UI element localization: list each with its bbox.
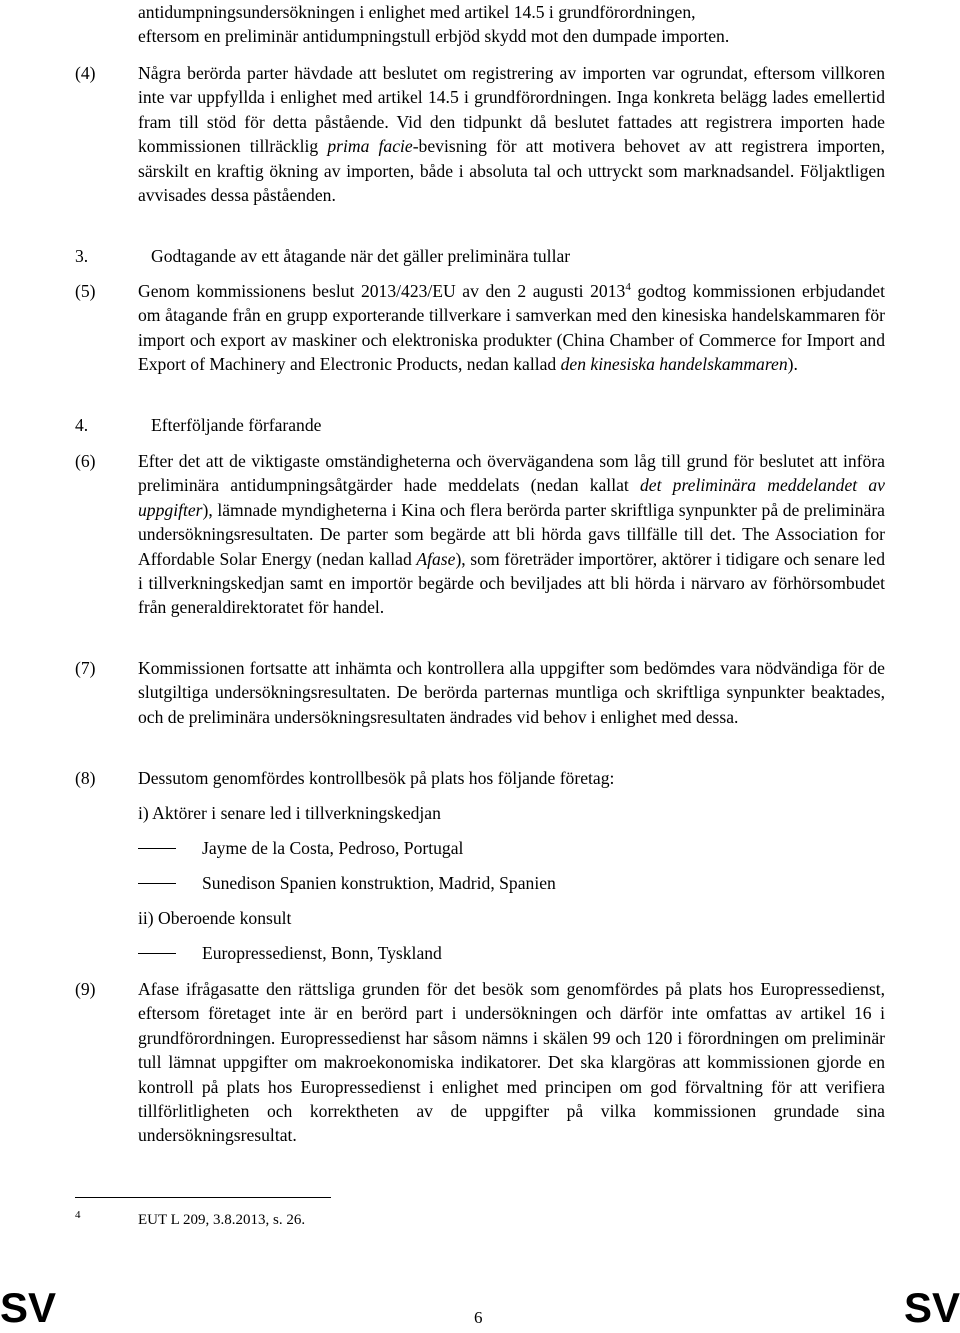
- italic-term: prima facie: [327, 136, 413, 157]
- paragraph-text: Efter det att de viktigaste omständigheterna och övervägandena som låg till grund för beslutet att införa preliminära antidumpningsåtgärder hade meddelats (nedan kallat: [138, 451, 885, 496]
- paragraph-number: (7): [75, 658, 96, 678]
- footer-language-right: SV: [903, 1284, 960, 1331]
- continuation-line-1: antidumpningsundersökningen i enlighet med artikel 14.5 i grundförordningen,: [138, 2, 696, 22]
- paragraph-text: -bevisning för att motivera behovet av att registrera importen, särskilt en kraftig ökning av importen, både i absoluta tal och uttryckt som marknadsandel. Följaktligen avvisades dessa påståenden.: [138, 136, 885, 206]
- footnote-number: 4: [75, 1209, 81, 1221]
- continuation-line-2: eftersom en preliminär antidumpningstull erbjöd skydd mot den dumpade importen.: [138, 26, 730, 47]
- dash-bullet-icon: [138, 883, 176, 884]
- list-item: [138, 871, 556, 895]
- paragraph-text: ), lämnade myndigheterna i Kina och flera berörda parter skriftliga synpunkter på de preliminära undersökningsresultaten. De parter som begärde att bli hörda gavs tillfälle till det. The Association for Affordable Solar Energy (nedan kallad: [138, 499, 885, 569]
- dash-bullet-icon: [138, 848, 176, 849]
- italic-term: det preliminära meddelandet av uppgifter: [138, 475, 885, 520]
- paragraph-8: [75, 766, 885, 790]
- paragraph-6: [75, 449, 885, 620]
- list-item-text: Europressedienst, Bonn, Tyskland: [202, 943, 442, 963]
- paragraph-text: Genom kommissionens beslut 2013/423/EU av den 2 augusti 2013: [138, 281, 626, 301]
- paragraph-7: [75, 656, 885, 729]
- paragraph-number: (6): [75, 451, 96, 471]
- list-group-label: ii) Oberoende konsult: [138, 908, 292, 928]
- paragraph-text: ).: [787, 354, 798, 375]
- paragraph-body: [138, 279, 885, 377]
- paragraph-number: (9): [75, 979, 96, 999]
- paragraph-number: (8): [75, 768, 96, 788]
- footnote-separator: [75, 1197, 331, 1198]
- paragraph-5: [75, 279, 885, 377]
- paragraph-text: ), som företräder importörer, aktörer i tidigare och senare led i tillverkningskedjan samt en importör begärde och beviljades att bli hörda i närvaro av förhörsombudet från generaldirektoratet för handel.: [138, 548, 885, 618]
- paragraph-number: (4): [75, 63, 96, 83]
- paragraph-text: godtog kommissionen erbjudandet om åtagande från en grupp exporterande tillverkare i samverkan med den kinesiska handelskammaren för import och export av maskiner och elektroniska produkter (China Chamber of Commerce for Import and Export of Machinery and Electronic Products, nedan kallad: [138, 281, 886, 375]
- section-number: 3.: [75, 246, 89, 266]
- paragraph-body: Afase ifrågasatte den rättsliga grunden för det besök som genomfördes på plats hos Europressedienst, eftersom företaget inte är en berörd part i undersökningen och därför inte omfattas av artikel 16 i grundförordningen. Europressedienst har såsom nämns i skälen 99 och 120 i förordningen om preliminär tull lämnat uppgifter om makroekonomiska indikatorer. Det ska klargöras att kommissionen gjorde en kontroll på plats hos Europressedienst i enlighet med principen om god förvaltning för att verifiera tillförlitligheten och korrektheten av de uppgifter på vilka kommissionen grundade sina undersökningsresultat.: [138, 979, 885, 1146]
- continuation-text: [138, 0, 885, 49]
- page-number: 6: [474, 1308, 483, 1327]
- list-item-text: Jayme de la Costa, Pedroso, Portugal: [202, 838, 464, 858]
- dash-bullet-icon: [138, 953, 176, 954]
- paragraph-text: Några berörda parter hävdade att beslutet om registrering av importen var ogrundat, eftersom villkoren inte var uppfyllda i enlighet med artikel 14.5 i grundförordningen. Inga konkreta belägg lades emellertid fram till stöd för detta påstående. Vid den tidpunkt då beslutet fattades att registrera importen hade kommissionen tillräcklig: [138, 63, 885, 157]
- footnote-text: EUT L 209, 3.8.2013, s. 26.: [138, 1212, 306, 1228]
- italic-term: den kinesiska handelskammaren: [560, 354, 788, 375]
- footnote-reference[interactable]: 4: [625, 281, 631, 294]
- list-group-label: i) Aktörer i senare led i tillverkningskedjan: [138, 803, 441, 823]
- section-title: Godtagande av ett åtagande när det gäller preliminära tullar: [151, 246, 571, 266]
- paragraph-body: Kommissionen fortsatte att inhämta och kontrollera alla uppgifter som bedömdes vara nödvändiga för de slutgiltiga undersökningsresultaten. De berörda parternas muntliga och skriftliga synpunkter beaktades, och de preliminära undersökningsresultaten ändrades vid behov i enlighet med dessa.: [138, 658, 885, 727]
- list-item: [138, 941, 442, 965]
- section-title: Efterföljande förfarande: [151, 415, 322, 435]
- footer-language-left: SV: [0, 1284, 57, 1331]
- section-number: 4.: [75, 415, 89, 435]
- paragraph-body: [138, 449, 885, 620]
- paragraph-4: [75, 61, 885, 207]
- paragraph-body: Dessutom genomfördes kontrollbesök på plats hos följande företag:: [138, 768, 615, 788]
- paragraph-body: [138, 61, 885, 207]
- paragraph-9: [75, 977, 885, 1148]
- list-item-text: Sunedison Spanien konstruktion, Madrid, Spanien: [202, 873, 556, 893]
- italic-term: Afase: [416, 548, 456, 569]
- paragraph-number: (5): [75, 281, 96, 301]
- list-item: [138, 836, 463, 860]
